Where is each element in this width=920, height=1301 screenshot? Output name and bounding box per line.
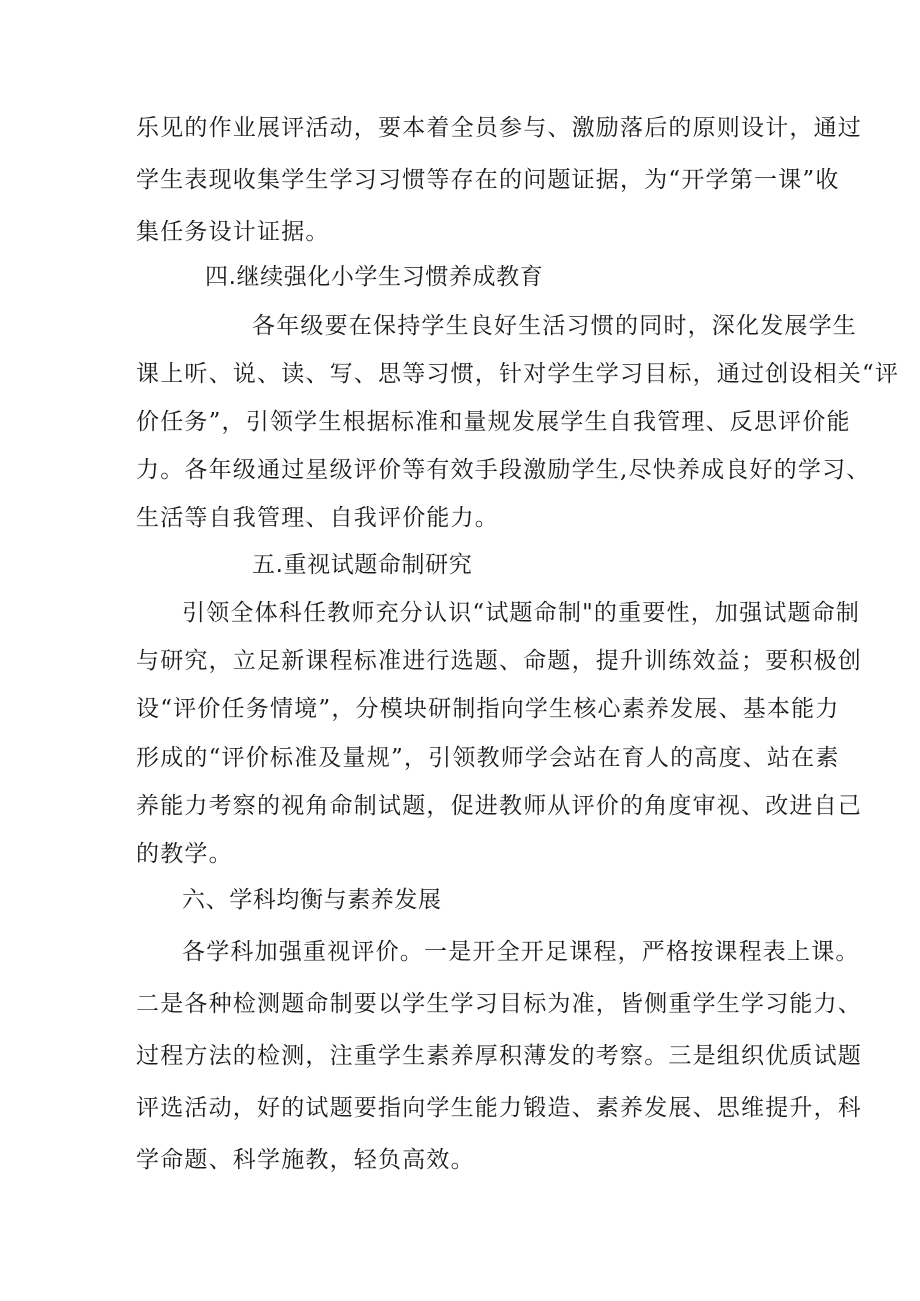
paragraph-line: 生活等自我管理、自我评价能力。: [136, 505, 499, 531]
paragraph-line: 乐见的作业展评活动，要本着全员参与、激励落后的原则设计，通过: [136, 115, 862, 141]
section-heading-6: 六、学科均衡与素养发展: [182, 887, 442, 913]
section-heading-5: 五.重视试题命制研究: [252, 552, 473, 578]
paragraph-line: 二是各种检测题命制要以学生学习目标为准，皆侧重学生学习能力、: [136, 991, 862, 1017]
paragraph-line: 价任务”，引领学生根据标准和量规发展学生自我管理、反思评价能: [136, 409, 851, 435]
paragraph-line: 各年级要在保持学生良好生活习惯的同时，深化发展学生: [252, 313, 857, 339]
paragraph-line: 学命题、科学施教，轻负高效。: [136, 1147, 475, 1173]
section-heading-4: 四.继续强化小学生习惯养成教育: [205, 264, 544, 290]
paragraph-line: 的教学。: [136, 841, 233, 867]
paragraph-line: 课上听、说、读、写、思等习惯，针对学生学习目标，通过创设相关“评: [136, 361, 900, 387]
paragraph-line: 集任务设计证据。: [136, 219, 330, 245]
paragraph-line: 引领全体科任教师充分认识“试题命制"的重要性，加强试题命制: [182, 600, 861, 626]
paragraph-line: 形成的“评价标准及量规”，引领教师学会站在育人的高度、站在素: [136, 745, 840, 771]
paragraph-line: 养能力考察的视角命制试题，促进教师从评价的角度审视、改进自己: [136, 793, 862, 819]
paragraph-line: 过程方法的检测，注重学生素养厚积薄发的考察。三是组织优质试题: [136, 1043, 862, 1069]
paragraph-line: 与研究，立足新课程标准进行选题、命题，提升训练效益；要积极创: [136, 648, 862, 674]
paragraph-line: 学生表现收集学生学习习惯等存在的问题证据，为“开学第一课”收: [136, 167, 840, 193]
paragraph-line: 力。各年级通过星级评价等有效手段激励学生,尽快养成良好的学习、: [136, 457, 871, 483]
paragraph-line: 设“评价任务情境”，分模块研制指向学生核心素养发展、基本能力: [136, 696, 840, 722]
paragraph-line: 评选活动，好的试题要指向学生能力锻造、素养发展、思维提升，科: [136, 1095, 862, 1121]
paragraph-line: 各学科加强重视评价。一是开全开足课程，严格按课程表上课。: [182, 939, 860, 965]
